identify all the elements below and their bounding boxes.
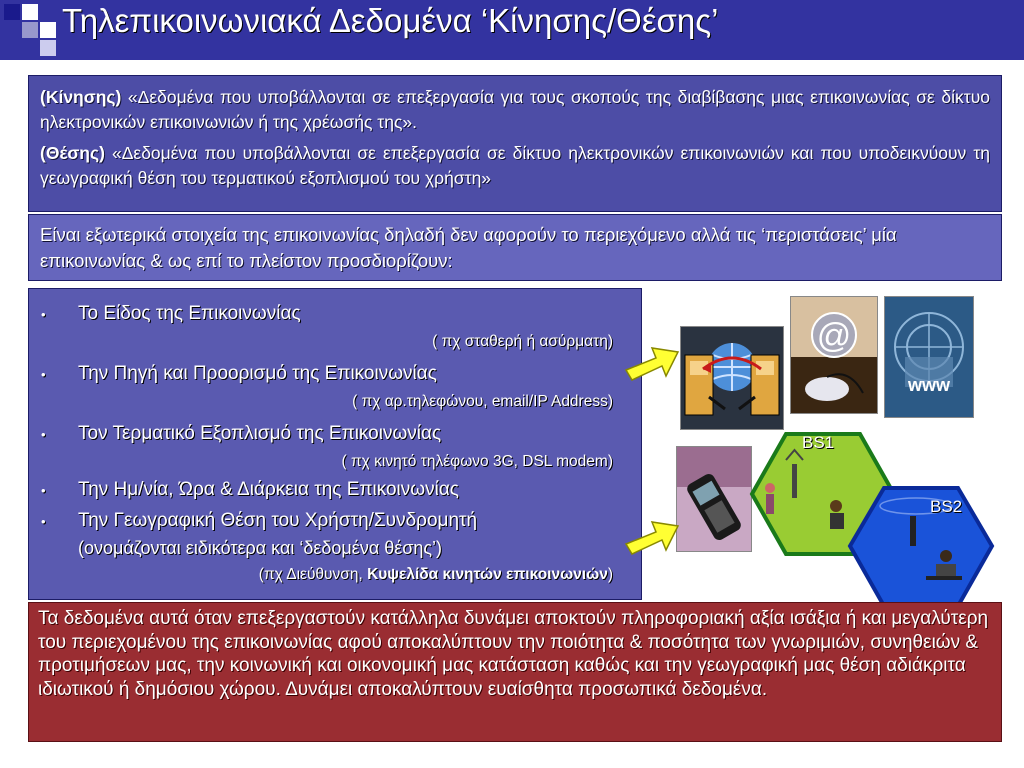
www-image <box>884 296 974 418</box>
list-item-label: Την Πηγή και Προορισμό της Επικοινωνίας <box>78 363 437 384</box>
decor-square <box>4 4 20 20</box>
decor-square <box>22 4 38 20</box>
mobile-phone-icon <box>677 447 751 551</box>
example-suffix: ) <box>607 566 613 583</box>
traffic-term: (Κίνησης) <box>40 87 122 107</box>
list-item-example: ( πχ αρ.τηλεφώνου, email/IP Address) <box>352 393 613 410</box>
example-prefix: (πχ Διεύθυνση, <box>258 566 368 583</box>
bullet-icon: • <box>41 514 46 529</box>
conclusion-box: Τα δεδομένα αυτά όταν επεξεργαστούν κατάλληλα δυνάμει αποκτούν πληροφοριακή αξία ισάξια ή και μεγαλύτερη του περιεχομένου της επικοινωνίας αφού αποκαλύπτουν την ποιότητα & ποσότητα των γνωριμιών, συνηθειών & προτιμήσεων μας, την κοινωνική και οικονομική μας κατάσταση καθώς και την γεωγραφική μας θέση αδιάκριτα ιδιωτικού ή δημόσιου χώρου. Δυνάμει αποκαλύπτουν ευαίσθητα προσωπικά δεδομένα. <box>28 602 1002 742</box>
network-terminals-icon <box>681 327 783 429</box>
traffic-definition <box>40 85 990 135</box>
email-icon <box>791 297 877 413</box>
decor-square <box>22 22 38 38</box>
arrow-right-icon <box>622 510 682 562</box>
location-text: «Δεδομένα που υποβάλλονται σε επεξεργασία σε δίκτυο ηλεκτρονικών επικοινωνιών και που υποδεικνύουν τη γεωγραφική θέση του τερματικού εξοπλισμού του χρήστη» <box>40 143 990 188</box>
list-item-label: Την Ημ/νία, Ώρα & Διάρκεια της Επικοινωνίας <box>78 479 459 500</box>
bullet-list-box <box>28 288 642 600</box>
bullet-icon: • <box>41 367 46 382</box>
location-term: (Θέσης) <box>40 143 105 163</box>
list-item-subtitle: (ονομάζονται ειδικότερα και ‘δεδομένα θέσης’) <box>78 538 443 558</box>
bullet-icon: • <box>41 427 46 442</box>
bs2-label: BS2 <box>930 497 963 516</box>
bullet-icon: • <box>41 307 46 322</box>
slide-title: Τηλεπικοινωνιακά Δεδομένα ‘Κίνησης/Θέσης’ <box>62 2 719 39</box>
list-item-label: Τον Τερματικό Εξοπλισμό της Επικοινωνίας <box>78 423 442 444</box>
context-box: Είναι εξωτερικά στοιχεία της επικοινωνίας δηλαδή δεν αφορούν το περιεχόμενο αλλά τις ‘περιστάσεις’ μία επικοινωνίας & ως επί το πλείστον προσδιορίζουν: <box>28 214 1002 281</box>
list-item-label: Την Γεωγραφική Θέση του Χρήστη/Συνδρομητή <box>78 510 478 531</box>
email-at-image <box>790 296 878 414</box>
definitions-box <box>28 75 1002 212</box>
network-terminals-image <box>680 326 784 430</box>
www-icon <box>885 297 973 417</box>
list-item-label: Το Είδος της Επικοινωνίας <box>78 303 301 324</box>
cell-bs2-hexagon <box>846 484 996 610</box>
decor-square <box>40 22 56 38</box>
at-sign-label: @ <box>816 317 852 355</box>
mobile-phone-image <box>676 446 752 552</box>
list-item-example: ( πχ κινητό τηλέφωνο 3G, DSL modem) <box>341 453 613 470</box>
traffic-text: «Δεδομένα που υποβάλλονται σε επεξεργασία για τους σκοπούς της διαβίβασης μιας επικοινωνίας σε δίκτυο ηλεκτρονικών επικοινωνιών ή της χρέωσής της». <box>40 87 990 132</box>
bullet-icon: • <box>41 483 46 498</box>
list-item-example: ( πχ σταθερή ή ασύρματη) <box>432 333 613 350</box>
location-definition <box>40 141 990 191</box>
arrow-right-icon <box>622 336 682 388</box>
list-item-example <box>259 566 613 584</box>
www-label: www <box>907 375 951 395</box>
example-bold: Κυψελίδα κινητών επικοινωνιών <box>367 566 608 583</box>
bs1-label: BS1 <box>802 433 835 452</box>
decor-square <box>40 40 56 56</box>
